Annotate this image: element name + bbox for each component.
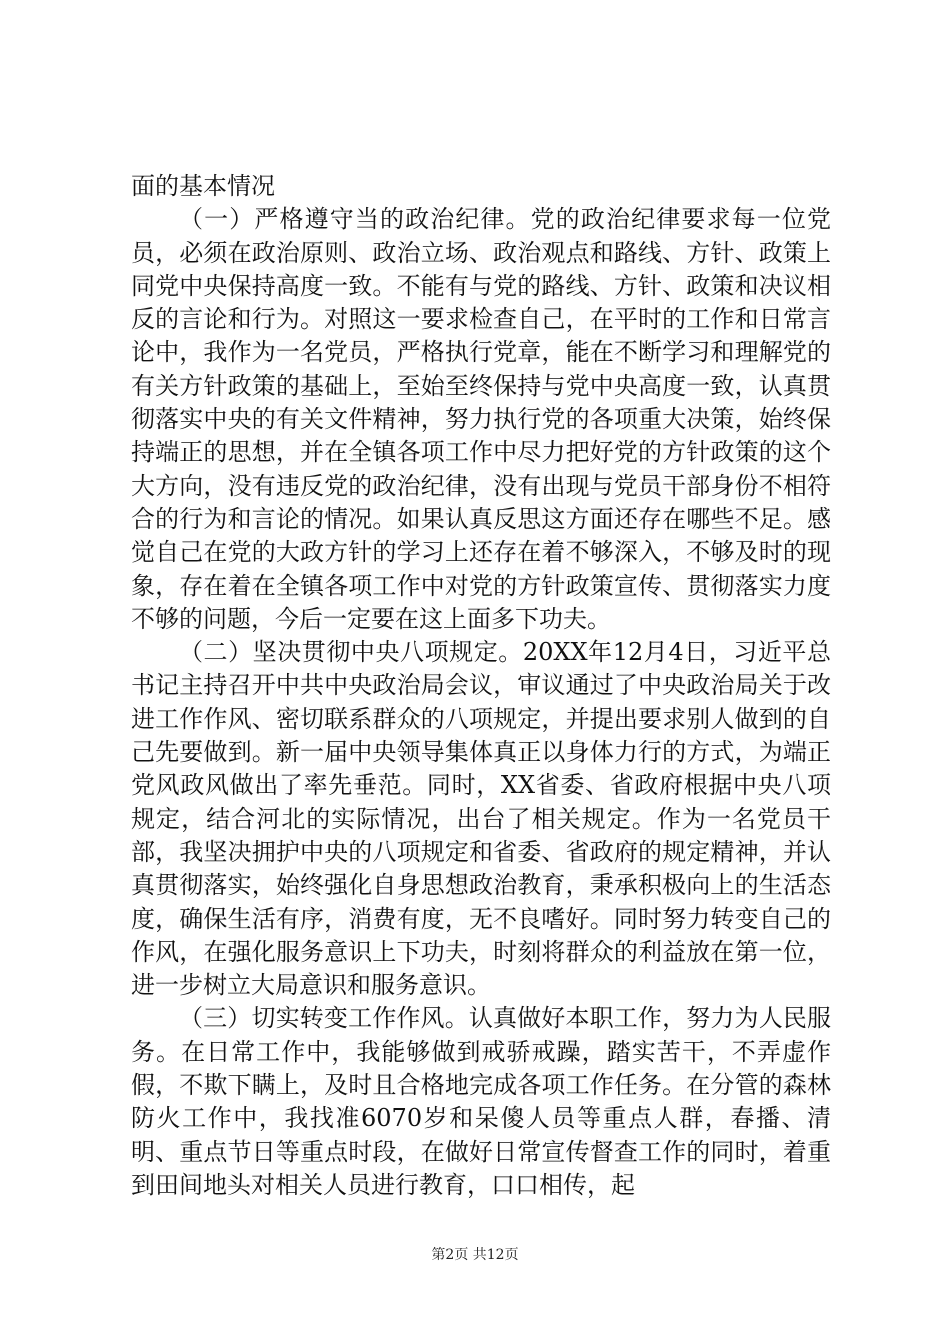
paragraph-political-discipline: （一）严格遵守当的政治纪律。党的政治纪律要求每一位党员，必须在政治原则、政治立场、政治观点和路线、方针、政策上同党中央保持高度一致。不能有与党的路线、方针、政策和决议相反的言论和行为。对照这一要求检查自己，在平时的工作和日常言论中，我作为一名党员，严格执行党章，能在不断学习和理解党的有关方针政策的基础上，至始至终保持与党中央高度一致，认真贯彻落实中央的有关文件精神，努力执行党的各项重大决策，始终保持端正的思想，并在全镇各项工作中尽力把好党的方针政策的这个大方向，没有违反党的政治纪律，没有出现与党员干部身份不相符合的行为和言论的情况。如果认真反思这方面还存在哪些不足。感觉自己在党的大政方针的学习上还存在着不够深入，不够及时的现象，存在着在全镇各项工作中对党的方针政策宣传、贯彻落实力度不够的问题，今后一定要在这上面多下功夫。 <box>131 205 831 633</box>
paragraph-work-style: （三）切实转变工作作风。认真做好本职工作，努力为人民服务。在日常工作中，我能够做到戒骄戒躁，踏实苦干，不弄虚作假，不欺下瞒上，及时且合格地完成各项工作任务。在分管的森林防火工作中，我找准6070岁和呆傻人员等重点人群，春播、清明、重点节日等重点时段，在做好日常宣传督查工作的同时，着重到田间地头对相关人员进行教育，口口相传，起 <box>131 1004 831 1199</box>
paragraph-continuation: 面的基本情况 <box>131 172 275 200</box>
paragraph-eight-regulations: （二）坚决贯彻中央八项规定。20XX年12月4日，习近平总书记主持召开中共中央政治局会议，审议通过了中央政治局关于改进工作作风、密切联系群众的八项规定，并提出要求别人做到的自己先要做到。新一届中央领导集体真正以身体力行的方式，为端正党风政风做出了率先垂范。同时，XX省委、省政府根据中央八项规定，结合河北的实际情况，出台了相关规定。作为一名党员干部，我坚决拥护中央的八项规定和省委、省政府的规定精神，并认真贯彻落实，始终强化自身思想政治教育，秉承积极向上的生活态度，确保生活有序，消费有度，无不良嗜好。同时努力转变自己的作风，在强化服务意识上下功夫，时刻将群众的利益放在第一位，进一步树立大局意识和服务意识。 <box>131 638 831 1000</box>
document-body <box>131 170 831 1202</box>
page-number-footer: 第2页 共12页 <box>431 1247 519 1263</box>
